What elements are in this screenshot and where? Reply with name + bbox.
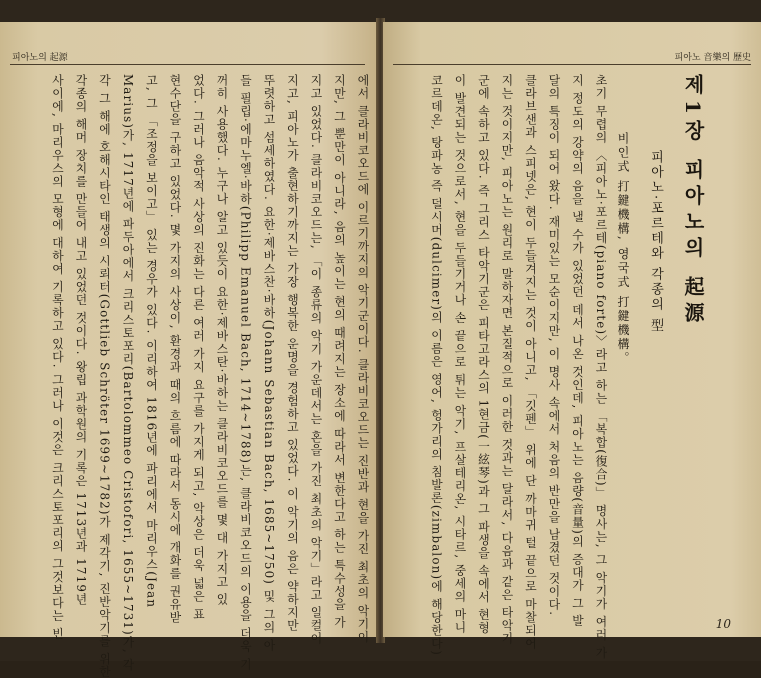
left-column-5: 뚜렷하고 섬세하였다. 요한·제바스찬·바하(Johann Sebastian Bach, 1685~1750) 및 그의 아 <box>262 74 276 652</box>
right-column-3: 달의 특징이 되어 왔다. 재미있는 모순이지만, 이 명사 속에서 처음의 반만을 남겼던 것이다. <box>547 74 561 617</box>
left-column-1: 에서 클라비코오드에 이르기까지의 악기군이다. 클라비코오드는 진반과 현을 가진 최초의 악기이 <box>356 74 370 644</box>
left-text-columns <box>4 74 370 678</box>
left-header-rule <box>10 64 365 65</box>
right-column-1: 초기 무렵의 〈피아노·포르테(piano forte)〉라고 하는 「복합(復合)」 명사는, 그 악기가 여러 가 <box>594 74 608 660</box>
left-running-head: 피아노의 起源 <box>12 53 68 63</box>
subsection-title: 비인式 打鍵機構, 영국式 打鍵機構。 <box>616 132 630 366</box>
left-column-6: 들 필립·에마누엘·바하(Philipp Emanuel Bach, 1714~1788)는, 클라비코오드의 이용을 더욱 기 <box>238 74 253 671</box>
right-page <box>383 22 761 660</box>
right-column-8: 코르데온, 탕파농 즉 덜시머(dulcimer)의 이름은 영어, 헝가리의 침발론(zimbalon)에 해당한다) <box>429 74 444 657</box>
right-column-6: 군에 속하고 있다. 즉 그리스 타악기군은 피타고라스의 1현금(一絃琴)과 그 파생을 속에서 현형 <box>476 74 491 635</box>
page-number: 10 <box>715 617 731 631</box>
left-column-7: 꺼히 사용했다. 누구나 알고 있듯이 요한·제바스탄·바하는 클라비코오드를 몇 대 가지고 있 <box>215 74 229 607</box>
left-column-9: 현수단을 구하고 있었다. 몇 가지의 사상이, 환경과 때의 흐름에 따라서 동시에 개화를 권유받 <box>168 74 182 625</box>
right-running-head: 피아노 音樂의 歷史 <box>674 53 751 63</box>
left-column-11: Marius)가, 1717년에 파두아에서 크리스토포리(Bartolommeo Cristofori, 1655~1731)가, 각 <box>121 74 135 672</box>
left-page <box>0 22 378 678</box>
left-column-13: 각종의 해머 장치를 만들어 내고 있었던 것이다. 왕립 과학원의 기록은 1713년과 1719년 <box>74 74 88 607</box>
right-column-4: 클라브샌과 스피넷은, 현이 두들겨지는 것이 아니고, 「깃펜」 위에 단 까마귀 털 끝으로 마찰되어 <box>523 74 538 651</box>
right-text-columns <box>391 74 608 660</box>
left-column-12: 각 그 해에 호해시타인 태생의 시뢰터(Gottlieb Schröter 1699~1782)가 제각기, 진반악기를 위한 <box>97 74 112 678</box>
left-column-4: 지고, 피아노가 출현하기까지는 가장 행복한 운명을 경험하고 있었다. 이 악기의 음은 약하지만 <box>285 74 300 633</box>
left-column-3: 지고 있었다. 클라비코오드는, 「이 종류의 악기 가운데서는 혼을 가진 최초의 악기」라고 일컬어 <box>309 74 323 646</box>
right-column-2: 지 정도의 강약의 음을 낼 수가 있었던 데서 나온 것인데, 피아노는 음량(音量)의 증대가 그 발 <box>570 74 585 628</box>
left-column-2: 지만, 그 뿐만이 아니라, 음의 높이는 현의 때려지는 장소에 따라서 변한다고 하는 특수성을 가 <box>332 74 347 630</box>
left-column-14: 사이에, 마리우스의 모형에 대하여 기록하고 있다. 그러나 이것은 크리스토포리의 그것보다는 빈 <box>50 74 65 641</box>
left-column-10: 고, 그 「조정을 보이고」 있는 경우가 있다. 이리하여 1816년에 파리에서 마리우스(Jean <box>144 74 159 609</box>
right-column-5: 지는 것이지만, 피아노는 원리로 말하자면 본질적으로 이러한 것과는 달라서, 다음과 같은 타악기 <box>500 74 514 646</box>
chapter-heading-block <box>615 74 708 424</box>
section-title: 피아노·포르테와 각종의 型 <box>648 150 663 334</box>
left-column-8: 었다. 그러나 음악적 사상의 진화는 다른 여러 가지 요구를 가지게 되고, 악상은 더욱 넓은 표 <box>191 74 206 622</box>
right-header-rule <box>393 64 751 65</box>
right-column-7: 이 발견되는 것으로서, 현을 두들기거나 손 끝으로 튀는 악기, 프살테리온, 시타르, 중세의 마니 <box>453 74 467 635</box>
chapter-title: 제1장 피아노의 起源 <box>681 74 705 328</box>
